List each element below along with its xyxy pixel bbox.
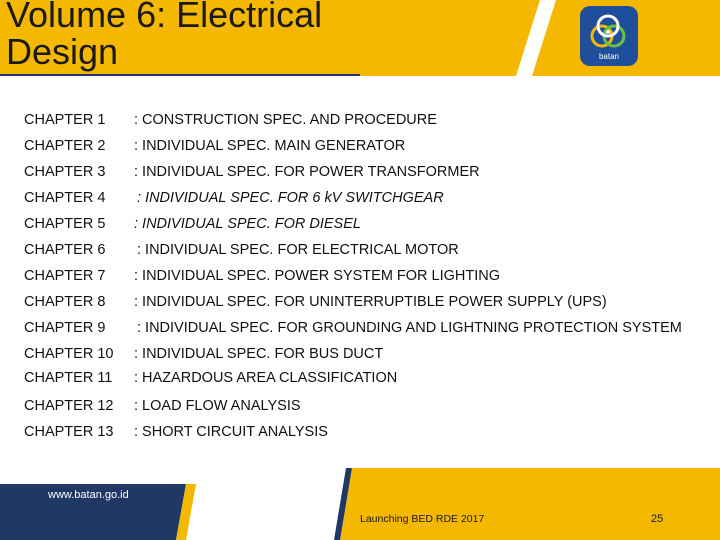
footer-event-text: Launching BED RDE 2017 [360, 513, 485, 525]
chapter-number: CHAPTER 9 [24, 320, 106, 336]
chapter-description: : INDIVIDUAL SPEC. FOR DIESEL [134, 216, 361, 232]
chapter-number: CHAPTER 2 [24, 138, 106, 154]
chapter-number: CHAPTER 3 [24, 164, 106, 180]
title-line-2: Design [6, 31, 119, 72]
footer-yellow-band [340, 468, 720, 540]
footer-shapes [0, 468, 720, 540]
chapter-number: CHAPTER 13 [24, 424, 114, 440]
chapter-description: : INDIVIDUAL SPEC. FOR UNINTERRUPTIBLE POWER SUPPLY (UPS) [134, 294, 607, 310]
chapter-description: : HAZARDOUS AREA CLASSIFICATION [134, 370, 398, 386]
header-underline [0, 74, 360, 76]
chapter-description: : INDIVIDUAL SPEC. FOR GROUNDING AND LIGHTNING PROTECTION SYSTEM [137, 320, 682, 336]
chapter-number: CHAPTER 7 [24, 268, 106, 284]
chapter-number: CHAPTER 5 [24, 216, 106, 232]
chapter-number: CHAPTER 4 [24, 190, 106, 206]
page-number: 25 [651, 513, 664, 525]
logo-text: batan [598, 52, 620, 61]
chapter-number: CHAPTER 10 [24, 346, 114, 362]
chapter-description: : SHORT CIRCUIT ANALYSIS [134, 424, 328, 440]
chapter-number: CHAPTER 12 [24, 398, 114, 414]
chapter-description: : INDIVIDUAL SPEC. FOR POWER TRANSFORMER [134, 164, 480, 180]
chapter-number: CHAPTER 6 [24, 242, 106, 258]
chapter-description: : INDIVIDUAL SPEC. FOR BUS DUCT [134, 346, 384, 362]
chapter-description: : INDIVIDUAL SPEC. POWER SYSTEM FOR LIGHTING [134, 268, 501, 284]
chapter-description: : CONSTRUCTION SPEC. AND PROCEDURE [134, 112, 437, 128]
chapter-description: : LOAD FLOW ANALYSIS [134, 398, 301, 414]
chapter-description: : INDIVIDUAL SPEC. FOR 6 kV SWITCHGEAR [137, 190, 444, 206]
chapter-number: CHAPTER 1 [24, 112, 106, 128]
chapter-description: : INDIVIDUAL SPEC. MAIN GENERATOR [134, 138, 406, 154]
footer-url[interactable]: www.batan.go.id [48, 489, 129, 501]
page-title [6, 0, 322, 70]
batan-logo [580, 6, 638, 66]
title-line-1: Volume 6: Electrical [6, 0, 323, 35]
chapter-description: : INDIVIDUAL SPEC. FOR ELECTRICAL MOTOR [137, 242, 459, 258]
chapter-number: CHAPTER 8 [24, 294, 106, 310]
chapter-number: CHAPTER 11 [24, 370, 113, 386]
